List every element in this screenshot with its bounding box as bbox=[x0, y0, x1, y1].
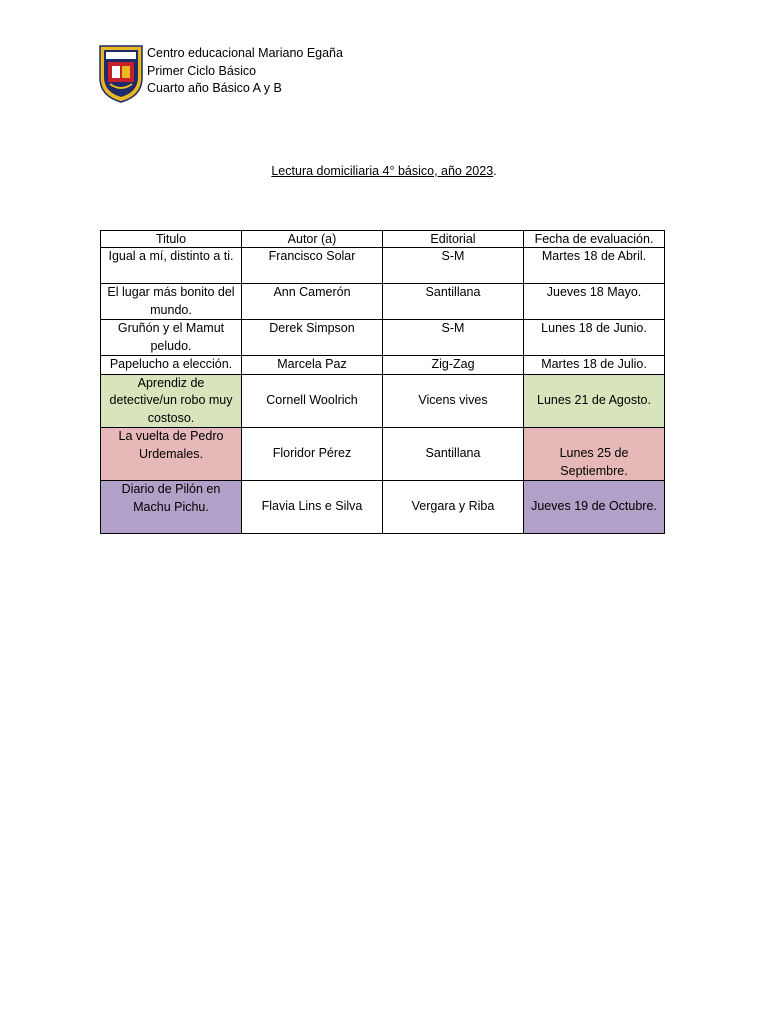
book-title: La vuelta de Pedro Urdemales. bbox=[101, 428, 242, 481]
header-publisher: Editorial bbox=[383, 231, 524, 248]
document-title-text: Lectura domiciliaria 4° básico, año 2023 bbox=[271, 164, 494, 178]
table-header-row bbox=[101, 231, 665, 248]
evaluation-date: Lunes 21 de Agosto. bbox=[524, 374, 665, 428]
book-title: Igual a mí, distinto a ti. bbox=[101, 248, 242, 284]
school-course: Cuarto año Básico A y B bbox=[147, 81, 282, 95]
table-row bbox=[101, 248, 665, 284]
document-title-period: . bbox=[493, 164, 497, 178]
school-header bbox=[98, 44, 343, 104]
book-publisher: S-M bbox=[383, 320, 524, 356]
book-publisher: S-M bbox=[383, 248, 524, 284]
school-crest-logo bbox=[98, 44, 144, 104]
table-row bbox=[101, 284, 665, 320]
book-author: Flavia Lins e Silva bbox=[242, 481, 383, 534]
book-title: Gruñón y el Mamut peludo. bbox=[101, 320, 242, 356]
book-title: Papelucho a elección. bbox=[101, 356, 242, 375]
header-author: Autor (a) bbox=[242, 231, 383, 248]
school-name: Centro educacional Mariano Egaña bbox=[147, 46, 343, 60]
book-author: Cornell Woolrich bbox=[242, 374, 383, 428]
evaluation-date: Martes 18 de Abril. bbox=[524, 248, 665, 284]
header-title: Titulo bbox=[101, 231, 242, 248]
book-publisher: Zig-Zag bbox=[383, 356, 524, 375]
book-author: Ann Camerón bbox=[242, 284, 383, 320]
book-publisher: Vergara y Riba bbox=[383, 481, 524, 534]
school-cycle: Primer Ciclo Básico bbox=[147, 63, 257, 78]
book-publisher: Santillana bbox=[383, 284, 524, 320]
evaluation-date: Lunes 25 de Septiembre. bbox=[524, 428, 665, 481]
book-author: Francisco Solar bbox=[242, 248, 383, 284]
header-date: Fecha de evaluación. bbox=[524, 231, 665, 248]
book-author: Derek Simpson bbox=[242, 320, 383, 356]
document-title bbox=[0, 164, 768, 178]
book-title: Aprendiz de detective/un robo muy costoso. bbox=[101, 374, 242, 428]
evaluation-date: Lunes 18 de Junio. bbox=[524, 320, 665, 356]
table-row bbox=[101, 481, 665, 534]
book-author: Floridor Pérez bbox=[242, 428, 383, 481]
reading-schedule-table bbox=[100, 230, 665, 534]
table-row bbox=[101, 428, 665, 481]
table-row bbox=[101, 374, 665, 428]
book-title: El lugar más bonito del mundo. bbox=[101, 284, 242, 320]
table-row bbox=[101, 356, 665, 375]
book-publisher: Vicens vives bbox=[383, 374, 524, 428]
book-author: Marcela Paz bbox=[242, 356, 383, 375]
evaluation-date: Jueves 18 Mayo. bbox=[524, 284, 665, 320]
table-row bbox=[101, 320, 665, 356]
book-publisher: Santillana bbox=[383, 428, 524, 481]
evaluation-date: Martes 18 de Julio. bbox=[524, 356, 665, 375]
evaluation-date: Jueves 19 de Octubre. bbox=[524, 481, 665, 534]
book-title: Diario de Pilón en Machu Pichu. bbox=[101, 481, 242, 534]
